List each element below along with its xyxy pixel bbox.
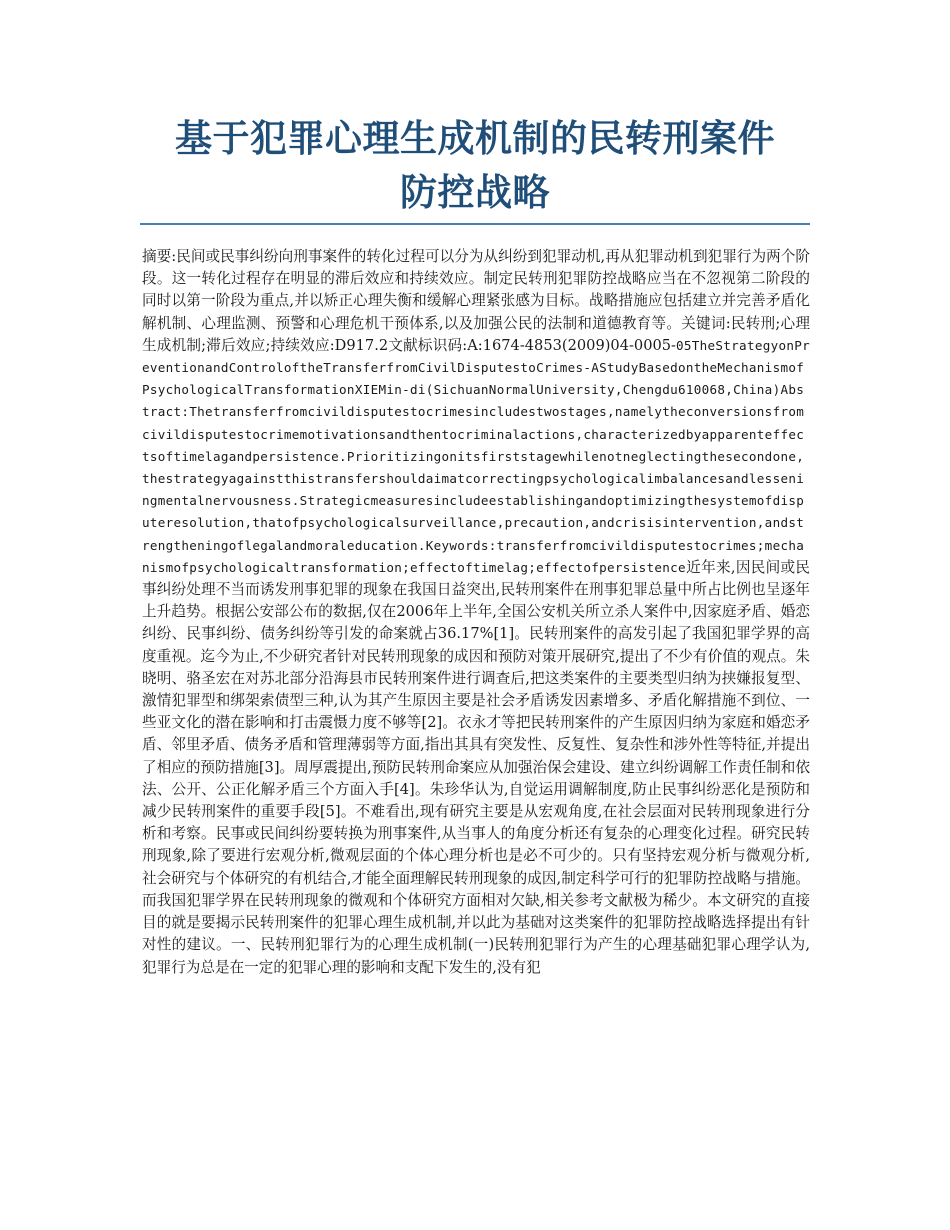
document-title-line-2: 防控战略 xyxy=(400,171,550,214)
document-title-line-1: 基于犯罪心理生成机制的民转刑案件 xyxy=(175,117,775,160)
body-paragraph: 近年来,因民间或民事纠纷处理不当而诱发刑事犯罪的现象在我国日益突出,民转刑案件在刑事犯罪总量中所占比例也呈逐年上升趋势。根据公安部公布的数据,仅在2006年上半年,全国公安机关所立杀人案件中,因家庭矛盾、婚恋纠纷、民事纠纷、债务纠纷等引发的命案就占36.17%[1]。民转刑案件的高发引起了我国犯罪学界的高度重视。迄今为止,不少研究者针对民转刑现象的成因和预防对策开展研究,提出了不少有价值的观点。朱晓明、骆圣宏在对苏北部分沿海县市民转刑案件进行调查后,把这类案件的主要类型归纳为挟嫌报复型、激情犯罪型和绑架索债型三种,认为其产生原因主要是社会矛盾诱发因素增多、矛盾化解措施不到位、一些亚文化的潜在影响和打击震慑力度不够等[2]。衣永才等把民转刑案件的产生原因归纳为家庭和婚恋矛盾、邻里矛盾、债务矛盾和管理薄弱等方面,指出其具有突发性、反复性、复杂性和涉外性等特征,并提出了相应的预防措施[3]。周厚震提出,预防民转刑命案应从加强治保会建设、建立纠纷调解工作责任制和依法、公开、公正化解矛盾三个方面入手[4]。朱珍华认为,自觉运用调解制度,防止民事纠纷恶化是预防和减少民转刑案件的重要手段[5]。不难看出,现有研究主要是从宏观角度,在社会层面对民转刑现象进行分析和考察。民事或民间纠纷要转换为刑事案件,从当事人的角度分析还有复杂的心理变化过程。研究民转刑现象,除了要进行宏观分析,微观层面的个体心理分析也是必不可少的。只有坚持宏观分析与微观分析,社会研究与个体研究的有机结合,才能全面理解民转刑现象的成因,制定科学可行的犯罪防控战略与措施。而我国犯罪学界在民转刑现象的微观和个体研究方面相对欠缺,相关参考文献极为稀少。本文研究的直接目的就是要揭示民转刑案件的犯罪心理生成机制,并以此为基础对这类案件的犯罪防控战略选择提出有针对性的建议。一、民转刑犯罪行为的心理生成机制(一)民转刑犯罪行为产生的心理基础犯罪心理学认为,犯罪行为总是在一定的犯罪心理的影响和支配下发生的,没有犯 xyxy=(142,558,810,976)
document-body xyxy=(142,246,810,979)
title-divider xyxy=(140,223,810,225)
document-title xyxy=(140,112,810,220)
abstract-chinese: 摘要:民间或民事纠纷向刑事案件的转化过程可以分为从纠纷到犯罪动机,再从犯罪动机到犯罪行为两个阶段。这一转化过程存在明显的滞后效应和持续效应。制定民转刑犯罪防控战略应当在不忽视第二阶段的同时以第一阶段为重点,并以矫正心理失衡和缓解心理紧张感为目标。战略措施应包括建立并完善矛盾化解机制、心理监测、预警和心理危机干预体系,以及加强公民的法制和道德教育等。关键词:民转刑;心理生成机制;滞后效应;持续效应:D917.2文献标识码:A:1674-4853(2009)04-0005- xyxy=(142,248,810,354)
abstract-english: 05TheStrategyonPreventionandControloftheTransferfromCivilDisputestoCrimes-AStudyBasedontheMechanismofPsychologicalTransformationXIEMin-di(SichuanNormalUniversity,Chengdu610068,China)Abstract:Thetransferfromcivildisputestocrimesincludestwostages,namelytheconversionsfromcivildisputestocrimemotivationsandthentocriminalactions,characterizedbyapparenteffectsoftimelagandpersistence.Prioritizingonitsfirststagewhilenotneglectingthesecondone,thestrategyagainstthistransfershouldaimatcorrectingpsychologicalimbalancesandlesseningmentalnervousness.Strategicmeasuresincludeestablishingandoptimizingthesystemofdisputeresolution,thatofpsychologicalsurveillance,precaution,andcrisisintervention,andstrengtheningoflegalandmoraleducation.Keywords:transferfromcivildisputestocrimes;mechanismofpsychologicaltransformation;effectoftimelag;effectofpersistence xyxy=(142,337,810,575)
